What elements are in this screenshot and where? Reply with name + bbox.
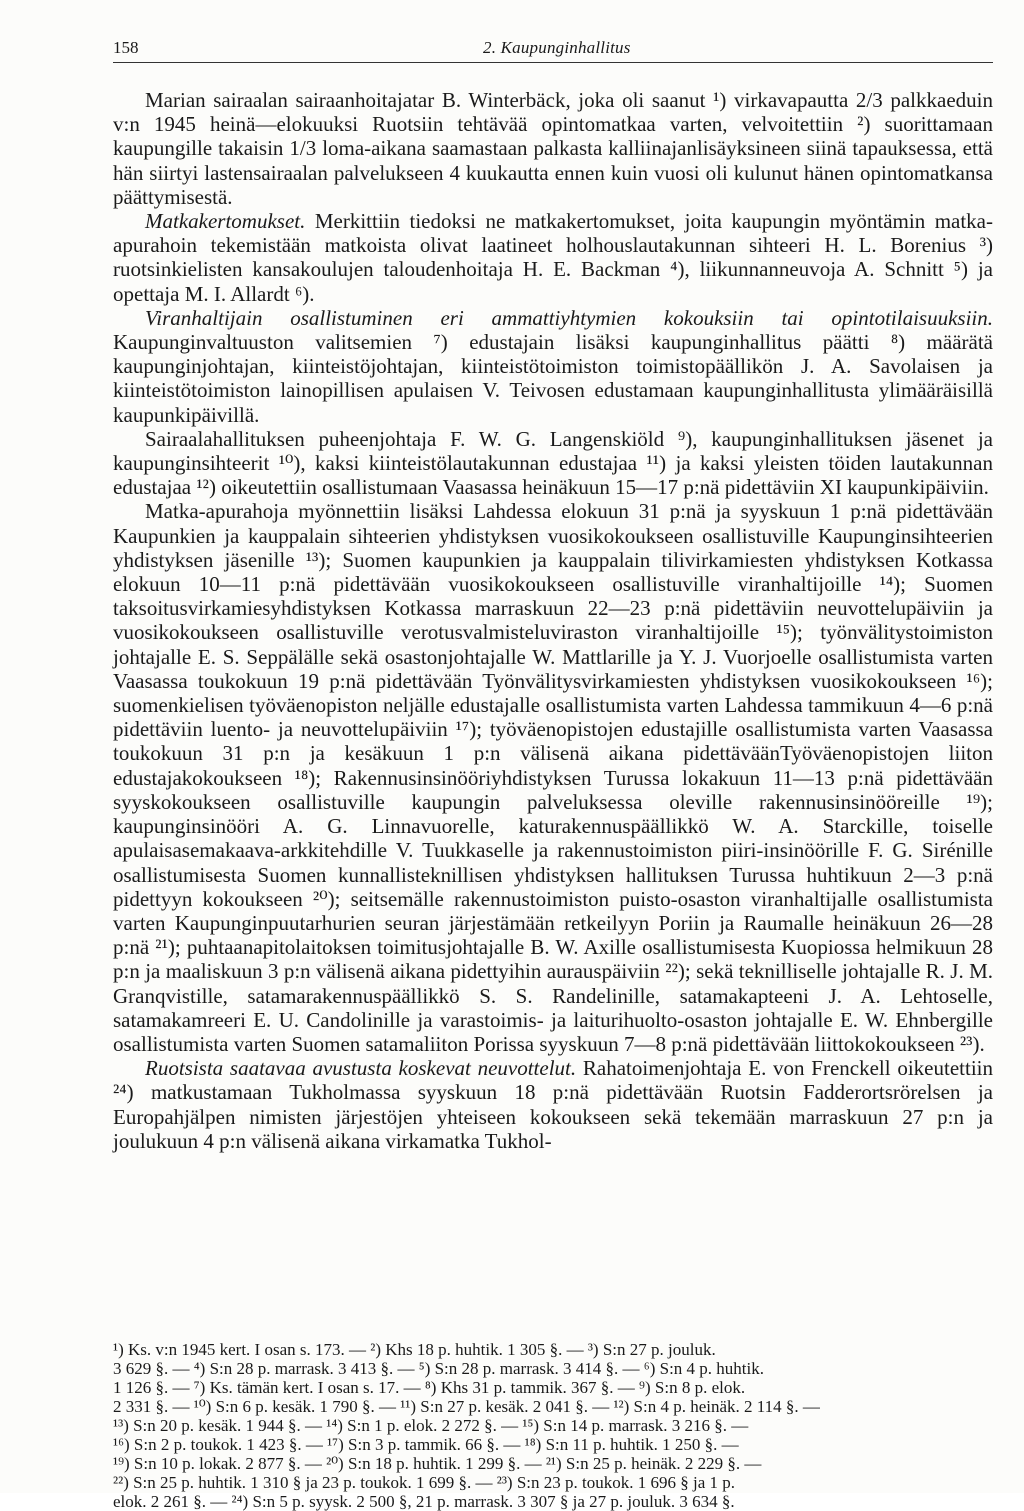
section-heading-viranhaltijain: Viranhaltijain osallistuminen eri ammattiyhtymien kokouksiin tai opintotilaisuuksiin.	[145, 305, 993, 330]
paragraph-2-text: Merkittiin tiedoksi ne matkakertomukset, joita kaupungin myöntämin matka-apurahoin tekemistään matkoista olivat laatineet holhouslautakunnan sihteeri H. L. Borenius ³) ruotsinkielisten kansakoulujen taloudenhoitaja H. E. Backman ⁴), liikunnanneuvoja A. Schnitt ⁵) ja opettaja M. I. Allardt ⁶).	[113, 209, 993, 306]
section-heading-ruotsista: Ruotsista saatavaa avustusta koskevat neuvottelut.	[145, 1056, 577, 1081]
section-heading-matkakertomukset: Matkakertomukset.	[145, 209, 306, 234]
paragraph-6-text: Rahatoimenjohtaja E. von Frenckell oikeutettiin ²⁴) matkustamaan Tukholmassa syyskuun 18 p:nä pidettävään Ruotsin Fadderortsrörelsen ja Europahjälpen nimisten järjestöjen yhteiseen kokoukseen sekä tekemään marraskuun 27 p:n ja joulukuun 4 p:n välisenä aikana virkamatka Tukhol-	[113, 1056, 993, 1153]
paragraph-3	[113, 306, 993, 427]
footnote-line: 2 331 §. — ¹⁰) S:n 6 p. kesäk. 1 790 §. — ¹¹) S:n 27 p. kesäk. 2 041 §. — ¹²) S:n 4 p. heinäk. 2 114 §. —	[113, 1397, 820, 1416]
page-number: 158	[113, 38, 139, 57]
paragraph-6	[113, 1056, 993, 1153]
footnote-line: elok. 2 261 §. — ²⁴) S:n 5 p. syysk. 2 500 §, 21 p. marrask. 3 307 § ja 27 p. jouluk. 3 634 §.	[113, 1492, 735, 1511]
paragraph-1-text: Marian sairaalan sairaanhoitajatar B. Winterbäck, joka oli saanut ¹) virkavapautta 2/3 palkkaeduin v:n 1945 heinä—elokuuksi Ruotsiin tehtävää opintomatkaa varten, velvoitettiin ²) suorittamaan kaupungille takaisin 1/3 loma-aikana saamastaan palkasta kalliinajanlisäyksineen siinä tapauksessa, että hän siirtyi lastensairaalan palvelukseen 4 kuukautta ennen kuin vuosi oli kulunut hänen opintomatkansa päättymisestä.	[113, 88, 993, 209]
page-header	[113, 38, 993, 64]
running-title: 2. Kaupunginhallitus	[483, 38, 631, 57]
paragraph-5	[113, 499, 993, 1056]
paragraph-4	[113, 427, 993, 500]
footnote-line: ¹⁶) S:n 2 p. toukok. 1 423 §. — ¹⁷) S:n 3 p. tammik. 66 §. — ¹⁸) S:n 11 p. huhtik. 1 250 §. —	[113, 1435, 739, 1454]
paragraph-4-text: Sairaalahallituksen puheenjohtaja F. W. G. Langenskiöld ⁹), kaupunginhallituksen jäsenet ja kaupunginsihteerit ¹⁰), kaksi kiinteistölautakunnan edustajaa ¹¹) ja kaksi yleisten töiden lautakunnan edustajaa ¹²) oikeutettiin osallistumaan Vaasassa heinäkuun 15—17 p:nä pidettäviin XI kaupunkipäiviin.	[113, 426, 993, 500]
footnotes	[113, 1340, 993, 1511]
footnote-line: ¹) Ks. v:n 1945 kert. I osan s. 173. — ²) Khs 18 p. huhtik. 1 305 §. — ³) S:n 27 p. jouluk.	[113, 1340, 716, 1359]
footnote-line: 3 629 §. — ⁴) S:n 28 p. marrask. 3 413 §. — ⁵) S:n 28 p. marrask. 3 414 §. — ⁶) S:n 4 p. huhtik.	[113, 1359, 764, 1378]
paragraph-5-text: Matka-apurahoja myönnettiin lisäksi Lahdessa elokuun 31 p:nä ja syyskuun 1 p:nä pidettävään Kaupunkien ja kauppalain sihteerien yhdistyksen vuosikokoukseen osallistuville Kaupunginsihteerien yhdistyksen jäsenille ¹³); Suomen kaupunkien ja kauppalain tilivirkamiesten yhdistyksen Kotkassa elokuun 10—11 p:nä pidettävään vuosikokoukseen osallistuville viranhaltijoille ¹⁴); Suomen taksoitusvirkamiesyhdistyksen Kotkassa marraskuun 22—23 p:nä pidettäviin neuvottelupäiviin ja vuosikokoukseen osallistuville verotusvalmisteluviraston viranhaltijoille ¹⁵); työnvälitystoimiston johtajalle E. S. Seppälälle sekä osastonjohtajalle W. Mattlarille ja Y. J. Vuorjoelle osallistumista varten Vaasassa toukokuun 19 p:nä pidettävään Työnvälitysvirkamiesten yhdistyksen vuosikokoukseen ¹⁶); suomenkielisen työväenopiston neljälle edustajalle osallistumista varten Lahdessa tammikuun 4—6 p:nä pidettäviin luento- ja neuvottelupäiviin ¹⁷); työväenopistojen edustajille osallistumista varten Vaasassa toukokuun 31 p:n ja kesäkuun 1 p:n välisenä aikana pidettäväänTyöväenopistojen liiton edustajakokoukseen ¹⁸); Rakennusinsinööriyhdistyksen Turussa lokakuun 11—13 p:nä pidettävään syyskokoukseen osallistuville kaupungin palveluksessa oleville rakennusinsinööreille ¹⁹); kaupunginsinööri A. G. Linnavuorelle, katurakennuspäällikkö W. A. Starckille, toiselle apulaisasemakaava-arkkitehdille V. Tuukkaselle ja rakennustoimiston piiri-insinöörille F. G. Sirénille osallistumisesta Suomen kunnallisteknillisen yhdistyksen hallituksen Turussa huhtikuun 2—3 p:nä pidettyyn kokoukseen ²⁰); seitsemälle rakennustoimiston puisto-osaston viranhaltijalle osallistumista varten Kaupunginpuutarhurien seuran järjestämään retkeilyyn Poriin ja Raumalle heinäkuun 26—28 p:nä ²¹); puhtaanapitolaitoksen toimitusjohtajalle B. W. Axille osallistumisesta Kuopiossa helmikuun 28 p:n ja maaliskuun 3 p:n välisenä aikana pidettyihin aurauspäiviin ²²); sekä teknilliselle johtajalle R. J. M. Granqvistille, satamarakennuspäällikkö S. S. Randelinille, satamakapteeni J. A. Lehtoselle, satamakamreeri E. U. Candolinille ja varastoimis- ja laiturihuolto-osaston johtajalle E. W. Ehnbergille osallistumista varten Suomen satamaliiton Porissa syyskuun 7—8 p:nä pidettävään liittokokoukseen ²³).	[113, 499, 993, 1056]
header-divider	[113, 62, 993, 63]
footnote-line: ²²) S:n 25 p. huhtik. 1 310 § ja 23 p. toukok. 1 699 §. — ²³) S:n 23 p. toukok. 1 696 § ja 1 p.	[113, 1473, 735, 1492]
footnote-line: 1 126 §. — ⁷) Ks. tämän kert. I osan s. 17. — ⁸) Khs 31 p. tammik. 367 §. — ⁹) S:n 8 p. elok.	[113, 1378, 746, 1397]
paragraph-2	[113, 209, 993, 306]
paragraph-1	[113, 88, 993, 209]
paragraph-3-text: Kaupunginvaltuuston valitsemien ⁷) edustajain lisäksi kaupunginhallitus päätti ⁸) määrätä kaupunginjohtajan, kiinteistöjohtajan, kiinteistötoimiston toimistopäällikön J. A. Savolaisen ja kiinteistötoimiston lainopillisen apulaisen V. Teivosen edustamaan kaupunginhallitusta ylimääräisillä kaupunkipäivillä.	[113, 330, 993, 427]
body-text	[113, 88, 993, 1153]
footnote-line: ¹⁹) S:n 10 p. lokak. 2 877 §. — ²⁰) S:n 18 p. huhtik. 1 299 §. — ²¹) S:n 25 p. heinäk. 2 229 §. —	[113, 1454, 762, 1473]
footnote-line: ¹³) S:n 20 p. kesäk. 1 944 §. — ¹⁴) S:n 1 p. elok. 2 272 §. — ¹⁵) S:n 14 p. marrask. 3 216 §. —	[113, 1416, 749, 1435]
